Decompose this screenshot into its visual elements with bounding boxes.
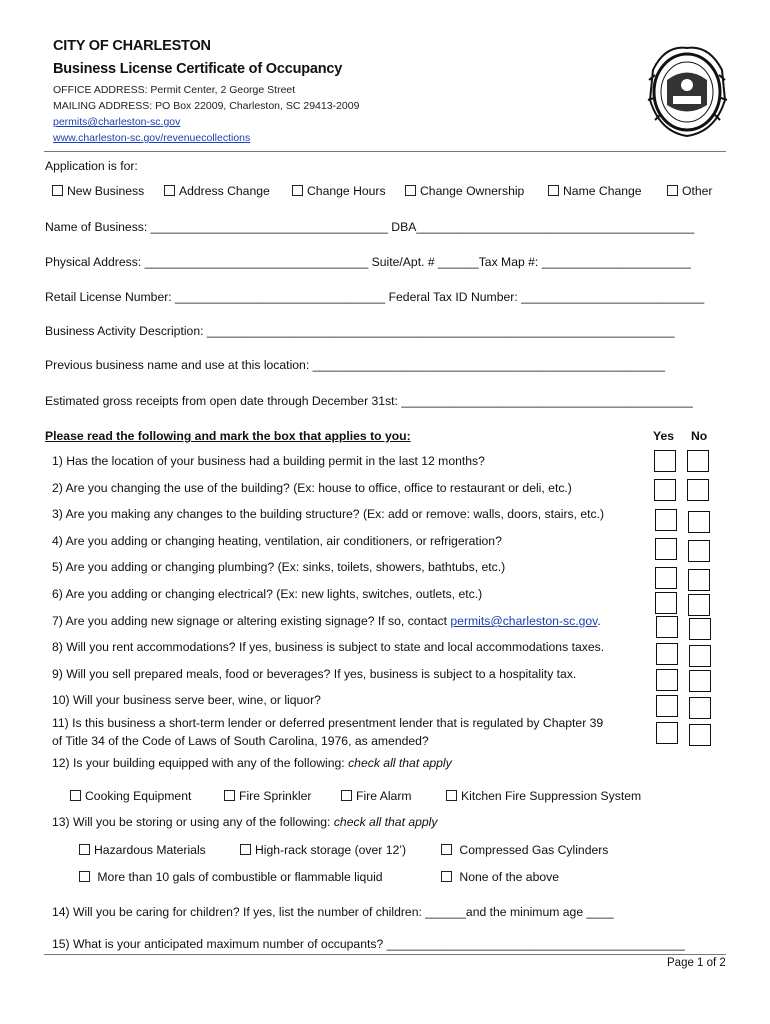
question-11: 11) Is this business a short-term lender or deferred presentment lender that is regulated by Chapter 39: [52, 716, 604, 730]
question-14[interactable]: 14) Will you be caring for children? If yes, list the number of children: ______and the minimum age ____: [52, 905, 614, 919]
checkbox-hazardous-materials[interactable]: Hazardous Materials: [79, 843, 206, 857]
q11-no-checkbox[interactable]: [689, 724, 711, 746]
checkbox-change-hours[interactable]: Change Hours: [292, 184, 386, 198]
question-6: 6) Are you adding or changing electrical? (Ex: new lights, switches, outlets, etc.): [52, 587, 483, 601]
city-seal-icon: [645, 40, 730, 140]
q8-yes-checkbox[interactable]: [656, 643, 678, 665]
website-link[interactable]: www.charleston-sc.gov/revenuecollections: [53, 132, 251, 144]
q9-no-checkbox[interactable]: [689, 670, 711, 692]
q4-yes-checkbox[interactable]: [655, 538, 677, 560]
q3-no-checkbox[interactable]: [688, 511, 710, 533]
no-column-header: No: [691, 429, 708, 443]
office-address: OFFICE ADDRESS: Permit Center, 2 George Street: [53, 84, 296, 96]
question-2: 2) Are you changing the use of the building? (Ex: house to office, office to restaurant or deli, etc.): [52, 481, 572, 495]
q6-no-checkbox[interactable]: [688, 594, 710, 616]
q3-yes-checkbox[interactable]: [655, 509, 677, 531]
q5-no-checkbox[interactable]: [688, 569, 710, 591]
checkbox-cooking-equipment[interactable]: Cooking Equipment: [70, 789, 191, 803]
question-12: 12) Is your building equipped with any of the following: check all that apply: [52, 756, 452, 770]
q7-yes-checkbox[interactable]: [656, 616, 678, 638]
signage-email-link[interactable]: permits@charleston-sc.gov: [450, 614, 598, 628]
checkbox-high-rack-storage[interactable]: High-rack storage (over 12’): [240, 843, 406, 857]
page-number: Page 1 of 2: [667, 957, 726, 969]
checkbox-name-change[interactable]: Name Change: [548, 184, 642, 198]
city-name: CITY OF CHARLESTON: [53, 38, 211, 54]
question-11-continued: of Title 34 of the Code of Laws of South Carolina, 1976, as amended?: [52, 734, 429, 748]
checkbox-none-of-above[interactable]: None of the above: [441, 870, 559, 884]
checkbox-address-change[interactable]: Address Change: [164, 184, 270, 198]
q9-yes-checkbox[interactable]: [656, 669, 678, 691]
q7-no-checkbox[interactable]: [689, 618, 711, 640]
q1-yes-checkbox[interactable]: [654, 450, 676, 472]
question-13: 13) Will you be storing or using any of the following: check all that apply: [52, 815, 438, 829]
yes-column-header: Yes: [653, 429, 675, 443]
checkbox-new-business[interactable]: New Business: [52, 184, 144, 198]
checkbox-other[interactable]: Other: [667, 184, 712, 198]
physical-address-field[interactable]: Physical Address: _________________________________ Suite/Apt. # ______Tax Map #: ______________________: [45, 255, 691, 269]
q2-yes-checkbox[interactable]: [654, 479, 676, 501]
checkbox-compressed-gas[interactable]: Compressed Gas Cylinders: [441, 843, 608, 857]
questions-instruction: Please read the following and mark the box that applies to you:: [45, 429, 411, 443]
retail-license-field[interactable]: Retail License Number: _______________________________ Federal Tax ID Number: ___________________________: [45, 290, 705, 304]
question-5: 5) Are you adding or changing plumbing? (Ex: sinks, toilets, showers, bathtubs, etc.): [52, 560, 506, 574]
question-4: 4) Are you adding or changing heating, ventilation, air conditioners, or refrigeration?: [52, 534, 502, 548]
form-title: Business License Certificate of Occupancy: [53, 61, 343, 77]
question-3: 3) Are you making any changes to the building structure? (Ex: add or remove: walls, doors, stairs, etc.): [52, 507, 605, 521]
q4-no-checkbox[interactable]: [688, 540, 710, 562]
question-1: 1) Has the location of your business had a building permit in the last 12 months?: [52, 454, 485, 468]
q11-yes-checkbox[interactable]: [656, 722, 678, 744]
question-15[interactable]: 15) What is your anticipated maximum number of occupants? ____________________________________________: [52, 937, 685, 951]
gross-receipts-field[interactable]: Estimated gross receipts from open date through December 31st: ___________________________________________: [45, 394, 693, 408]
q2-no-checkbox[interactable]: [687, 479, 709, 501]
question-8: 8) Will you rent accommodations? If yes, business is subject to state and local accommodations taxes.: [52, 640, 605, 654]
q8-no-checkbox[interactable]: [689, 645, 711, 667]
checkbox-change-ownership[interactable]: Change Ownership: [405, 184, 524, 198]
question-7: 7) Are you adding new signage or altering existing signage? If so, contact permits@charleston-sc.gov.: [52, 614, 601, 628]
checkbox-fire-sprinkler[interactable]: Fire Sprinkler: [224, 789, 311, 803]
name-of-business-field[interactable]: Name of Business: ___________________________________ DBA_________________________________________: [45, 220, 695, 234]
question-9: 9) Will you sell prepared meals, food or beverages? If yes, business is subject to a hospitality tax.: [52, 667, 577, 681]
checkbox-flammable-liquid[interactable]: More than 10 gals of combustible or flammable liquid: [79, 870, 383, 884]
email-link[interactable]: permits@charleston-sc.gov: [53, 116, 181, 128]
checkbox-kitchen-fire-suppression[interactable]: Kitchen Fire Suppression System: [446, 789, 641, 803]
q10-yes-checkbox[interactable]: [656, 695, 678, 717]
checkbox-fire-alarm[interactable]: Fire Alarm: [341, 789, 412, 803]
application-label: Application is for:: [45, 159, 138, 173]
q6-yes-checkbox[interactable]: [655, 592, 677, 614]
activity-description-field[interactable]: Business Activity Description: _____________________________________________________________________: [45, 324, 675, 338]
previous-business-field[interactable]: Previous business name and use at this location: ____________________________________________________: [45, 358, 666, 372]
mailing-address: MAILING ADDRESS: PO Box 22009, Charleston, SC 29413-2009: [53, 100, 360, 112]
q5-yes-checkbox[interactable]: [655, 567, 677, 589]
q1-no-checkbox[interactable]: [687, 450, 709, 472]
q10-no-checkbox[interactable]: [689, 697, 711, 719]
question-10: 10) Will your business serve beer, wine, or liquor?: [52, 693, 321, 707]
